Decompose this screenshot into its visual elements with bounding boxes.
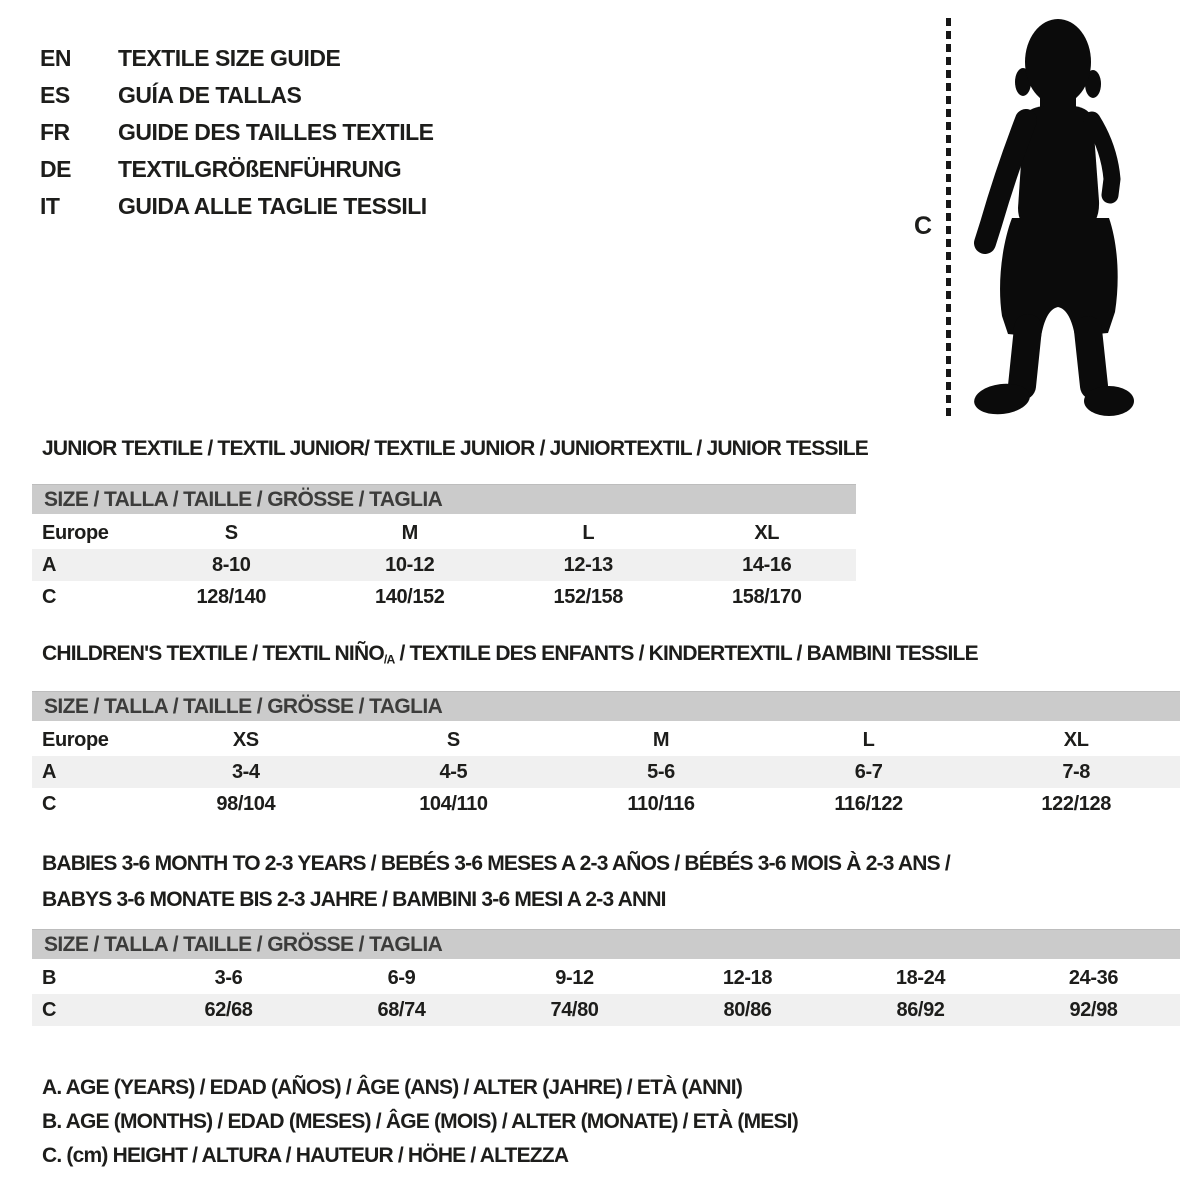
size-cell: M: [652, 729, 670, 751]
height-cell: 92/98: [1069, 999, 1118, 1021]
row-label: C: [42, 793, 57, 815]
babies-size-table: [32, 929, 1180, 1026]
size-cell: XL: [1063, 729, 1089, 751]
height-cell: 62/68: [204, 999, 253, 1021]
height-cell: 68/74: [377, 999, 426, 1021]
age-cell: 6-7: [854, 761, 883, 783]
children-title-sub: /A: [383, 652, 395, 667]
table-row-months: [32, 962, 1180, 994]
lang-code: FR: [40, 119, 70, 145]
age-cell: 10-12: [385, 554, 435, 576]
legend-line-b: B. AGE (MONTHS) / EDAD (MESES) / ÂGE (MOIS) / ALTER (MONATE) / ETÀ (MESI): [42, 1110, 798, 1133]
lang-row-es: [40, 77, 434, 114]
table-row-age: [32, 549, 856, 581]
lang-row-fr: [40, 114, 434, 151]
row-label: A: [42, 761, 57, 783]
lang-code: DE: [40, 156, 71, 182]
months-cell: 12-18: [722, 967, 773, 989]
height-cell: 140/152: [375, 586, 445, 608]
months-cell: 6-9: [387, 967, 416, 989]
children-title-after: / TEXTILE DES ENFANTS / KINDERTEXTIL / BAMBINI TESSILE: [394, 642, 978, 665]
table-row-age: [32, 756, 1180, 788]
height-cell: 98/104: [216, 793, 276, 815]
age-cell: 14-16: [742, 554, 792, 576]
row-label: Europe: [42, 522, 109, 544]
guide-title: TEXTILE SIZE GUIDE: [118, 45, 341, 71]
size-header-bar: SIZE / TALLA / TAILLE / GRÖSSE / TAGLIA: [32, 929, 1180, 959]
height-cell: 116/122: [834, 793, 903, 815]
height-cell: 80/86: [723, 999, 772, 1021]
age-cell: 4-5: [439, 761, 468, 783]
language-title-block: [40, 40, 434, 225]
table-row-europe: [32, 517, 856, 549]
table-row-height: [32, 581, 856, 613]
table-row-europe: [32, 724, 1180, 756]
height-cell: 152/158: [553, 586, 623, 608]
guide-title: GUÍA DE TALLAS: [118, 82, 302, 108]
row-label: A: [42, 554, 57, 576]
lang-row-it: [40, 188, 434, 225]
children-title-before: CHILDREN'S TEXTILE / TEXTIL NIÑO: [42, 642, 384, 665]
size-cell: L: [582, 522, 595, 544]
table-row-height: [32, 994, 1180, 1026]
lang-code: EN: [40, 45, 71, 71]
months-cell: 3-6: [214, 967, 243, 989]
age-cell: 12-13: [563, 554, 613, 576]
height-measure-label: C: [914, 212, 933, 240]
age-cell: 8-10: [212, 554, 251, 576]
junior-size-table: [32, 484, 856, 613]
height-cell: 74/80: [550, 999, 599, 1021]
size-cell: XS: [232, 729, 259, 751]
size-header-bar: SIZE / TALLA / TAILLE / GRÖSSE / TAGLIA: [32, 484, 856, 514]
children-size-table: [32, 691, 1180, 820]
row-label: Europe: [42, 729, 109, 751]
lang-code: IT: [40, 193, 60, 219]
size-header-bar: SIZE / TALLA / TAILLE / GRÖSSE / TAGLIA: [32, 691, 1180, 721]
toddler-silhouette-icon: [966, 16, 1138, 420]
age-cell: 5-6: [647, 761, 675, 783]
lang-row-en: [40, 40, 434, 77]
lang-row-de: [40, 151, 434, 188]
babies-section-title: [42, 846, 950, 918]
height-cell: 110/116: [627, 793, 695, 815]
row-label: C: [42, 586, 57, 608]
row-label: C: [42, 999, 57, 1021]
guide-title: GUIDE DES TAILLES TEXTILE: [118, 119, 434, 145]
size-cell: S: [446, 729, 460, 751]
legend: [42, 1071, 798, 1173]
babies-title-line2: BABYS 3-6 MONATE BIS 2-3 JAHRE / BAMBINI 3-6 MESI A 2-3 ANNI: [42, 888, 666, 911]
age-cell: 7-8: [1062, 761, 1091, 783]
junior-section-title: JUNIOR TEXTILE / TEXTIL JUNIOR/ TEXTILE JUNIOR / JUNIORTEXTIL / JUNIOR TESSILE: [42, 437, 868, 460]
children-section-title: [42, 642, 978, 671]
height-cell: 128/140: [196, 586, 266, 608]
height-cell: 158/170: [732, 586, 802, 608]
age-cell: 3-4: [231, 761, 260, 783]
guide-title: GUIDA ALLE TAGLIE TESSILI: [118, 193, 427, 219]
babies-title-line1: BABIES 3-6 MONTH TO 2-3 YEARS / BEBÉS 3-6 MESES A 2-3 AÑOS / BÉBÉS 3-6 MOIS À 2-3 ANS /: [42, 852, 950, 875]
size-cell: M: [401, 522, 418, 544]
months-cell: 18-24: [895, 967, 946, 989]
legend-line-a: A. AGE (YEARS) / EDAD (AÑOS) / ÂGE (ANS) / ALTER (JAHRE) / ETÀ (ANNI): [42, 1076, 743, 1099]
height-cell: 122/128: [1041, 793, 1111, 815]
guide-title: TEXTILGRÖßENFÜHRUNG: [118, 156, 402, 182]
size-cell: S: [224, 522, 238, 544]
lang-code: ES: [40, 82, 70, 108]
months-cell: 9-12: [555, 967, 594, 989]
height-cell: 86/92: [896, 999, 945, 1021]
size-cell: L: [862, 729, 875, 751]
height-cell: 104/110: [419, 793, 488, 815]
size-cell: XL: [754, 522, 780, 544]
table-row-height: [32, 788, 1180, 820]
row-label: B: [42, 967, 57, 989]
legend-line-c: C. (cm) HEIGHT / ALTURA / HAUTEUR / HÖHE / ALTEZZA: [42, 1144, 569, 1167]
height-dashed-line: [946, 18, 951, 416]
months-cell: 24-36: [1068, 967, 1119, 989]
